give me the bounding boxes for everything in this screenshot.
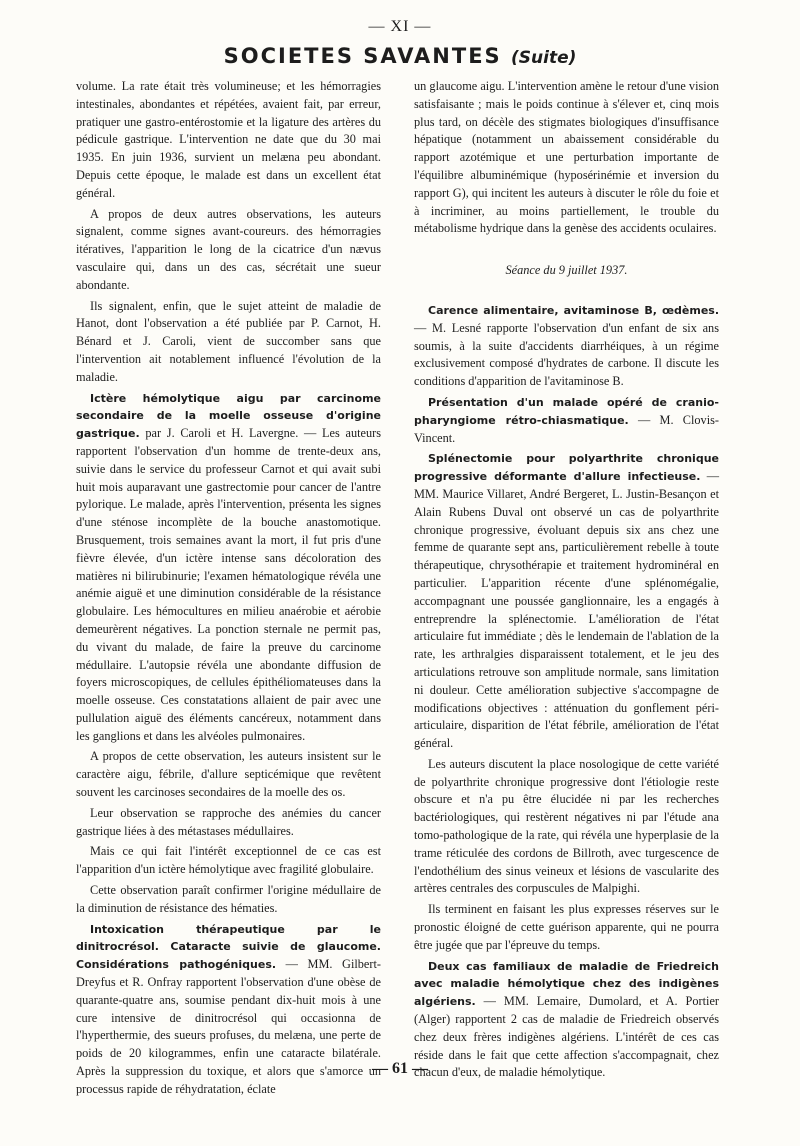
section-carence (414, 302, 719, 391)
section-ictere (76, 390, 381, 746)
paragraph: Leur observation se rapproche des anémies du cancer gastrique liées à des métastases médullaires. (76, 805, 381, 838)
paragraph: A propos de deux autres observations, les auteurs signalent, comme signes avant-coureurs. des hémorragies itératives, l'apparition le long de la cicatrice d'un nævus vasculaire qui, dans un des cas, sécrétait une sueur abondante. (76, 206, 381, 292)
page-number-roman: — XI — (368, 18, 432, 35)
paragraph: un glaucome aigu. L'intervention amène le retour d'une vision satisfaisante ; mais le poids continue à s'élever et, cinq mois plus tard, on décèle des stigmates biologiques d'insuffisance hépatique (notamment un abaissement considérable du rapport azotémique et une perturbation importante de l'équilibre albuminémique (hyposérinémie et inversion du rapport G), qui incitent les auteurs à discuter le rôle du foie et à incriminer, au moins partiellement, le trouble du métabolisme hydrique dans la genèse des accidents oculaires. (414, 79, 719, 236)
section-authors: — MM. Gilbert-Dreyfus et R. Onfray (76, 957, 381, 990)
section-text: — Les auteurs rapportent l'observation d'un homme de trente-deux ans, suivie dans le service du professeur Carnot et qui avait subi huit mois auparavant une gastrectomie pour cancer de l'antre pylorique. Le malade, après l'intervention, présenta les signes d'une sténose incomplète de la bouche anastomotique. Brusquement, trois semaines avant la mort, il fut pris d'une fièvre élevée, d'un ictère intense sans décoloration des matières ni bilirubinurie; l'examen hématologique révéla une anémie aiguë et une diminution considérable de la résistance globulaire. Les hémocultures en milieu anaérobie et aérobie demeurèrent négatives. La ponction sternale ne permit pas, du vivant du malade, de faire la preuve du carcinome médullaire. L'autopsie révéla une abondante diffusion de foyers microscopiques, de cellules épithéliomateuses dans la moelle osseuse. Ces constatations allaient de pair avec une pullulation aiguë des éléments cancéreux, notamment dans les ganglions et dans les alvéoles pulmonaires. (76, 426, 382, 743)
paragraph: A propos de cette observation, les auteurs insistent sur le caractère aigu, fébrile, d'allure septicémique que revêtent souvent les carcinoses secondaires de la moelle des os. (76, 749, 381, 800)
section-text: rapportent l'observation d'une obèse de quarante-quatre ans, soumise pendant dix-huit mois à une cure intensive de dinitrocrésol qui occasionna de l'hyperthermie, des sueurs profuses, du melæna, une perte de poids de 20 kilogrammes, enfin une cataracte bilatérale. Après la suppression du toxique, et alors que s'amorce un processus rapide de réhydratation, éclate (76, 975, 382, 1096)
left-column (76, 78, 381, 1102)
paragraph: Cette observation paraît confirmer l'origine médullaire de la diminution de résistance des hématies. (76, 883, 381, 915)
paragraph: volume. La rate était très volumineuse; et les hémorragies intestinales, abondantes et répétées, avaient fait, par erreur, pratiquer une gastro-entérostomie et la ligature des artères du pédicule gastrique. L'intervention ne date que du 30 mai 1935. En juin 1936, survient un melæna peu abondant. Depuis cette époque, le malade est dans un excellent état général. (76, 79, 381, 200)
section-cranio (414, 394, 719, 447)
section-title: Intoxication thérapeutique par le dinitrocrésol. Cataracte suivie de glaucome. Considérations pathogéniques. (76, 922, 381, 972)
section-text: — M. Clovis-Vincent. (414, 412, 719, 445)
page-number-bottom: — 61 — (372, 1060, 428, 1077)
page-title (0, 44, 800, 68)
section-authors: par J. Caroli et H. Lavergne. (145, 426, 299, 441)
section-text: — M. Lesné rapporte l'observation d'un enfant de six ans soumis, à la suite d'accidents diarrhéiques, à un régime exclusivement composé d'hydrates de carbone. Il discute les conditions d'apparition de l'avitaminose B. (414, 320, 719, 389)
session-date: Séance du 9 juillet 1937. (505, 263, 628, 278)
section-text: — MM. Lemaire, Dumolard, et A. Portier (Alger) rapportent 2 cas de maladie de Friedreich observés chez deux frères indigènes algériens. L'intérêt de ces cas réside dans le fait que cette affection s'accompagnait, chez chacun d'eux, de maladie hémolytique. (414, 994, 719, 1080)
section-title: Ictère hémolytique aigu par carcinome secondaire de la moelle osseuse d'origine gastrique. (76, 391, 381, 441)
section-title: Deux cas familiaux de maladie de Friedreich avec maladie hémolytique chez des indigènes algériens. (414, 959, 719, 1009)
title-text: SOCIETES SAVANTES (223, 44, 502, 68)
paragraph: Les auteurs discutent la place nosologique de cette variété de polyarthrite chronique progressive dont l'étiologie reste obscure et n'a pu être élucidée ni par les recherches bactériologiques, qui restèrent négatives ni par l'étude ana tomo-pathologique de la rate, qui révéla une hyperplasie de la trame réticulée des cordons de Billroth, avec turgescence de l'endothélium des sinus veineux et lésions de vascularite des artères centrales des corpuscules de Malpighi. (414, 756, 719, 896)
section-text: — MM. Maurice Villaret, André Bergeret, L. Justin-Besançon et Alain Rubens Duval ont observé un cas de polyarthrite chronique progressive, évoluant depuis six ans chez une femme de quarante sept ans, particulièrement rebelle à toute thérapeutique, chrysothérapie et traitement hydrominéral en particulier. L'apparition récente d'une splénomégalie, accompagnant une poussée ganglionnaire, les a engagés à entreprendre la splénectomie. L'amélioration de l'état articulaire fut immédiate ; dès le lendemain de l'ablation de la rate, les arthralgies disparaissent totalement, et le jeu des articulations retrouve son amplitude normale, sans limitation ni douleur. Cette amélioration subjective s'accompagne de modifications objectives : atténuation du gonflement péri-articulaire, disparition de l'état fébrile, amélioration de l'état général. (414, 469, 719, 751)
section-title: Présentation d'un malade opéré de cranio-pharyngiome rétro-chiasmatique. (414, 395, 719, 427)
right-column (414, 78, 719, 1085)
section-splenectomie (414, 450, 719, 753)
paragraph: Ils terminent en faisant les plus expresses réserves sur le pronostic éloigné de cette guérison apparente, qui ne pourra être jugée que par l'épreuve du temps. (414, 902, 719, 952)
paragraph: Ils signalent, enfin, que le sujet atteint de maladie de Hanot, dont l'observation a été publiée par P. Carnot, H. Bénard et J. Caroli, vient de succomber sans que l'intervention ait notablement influencé l'évolution de la maladie. (76, 298, 381, 384)
section-title: Splénectomie pour polyarthrite chronique progressive déformante d'allure infectieuse. (414, 452, 719, 484)
title-suffix: (Suite) (511, 48, 577, 68)
paragraph: Mais ce qui fait l'intérêt exceptionnel de ce cas est l'apparition d'un ictère hémolytique avec fragilité globulaire. (76, 844, 381, 877)
section-title: Carence alimentaire, avitaminose B, œdèmes. (428, 303, 719, 317)
